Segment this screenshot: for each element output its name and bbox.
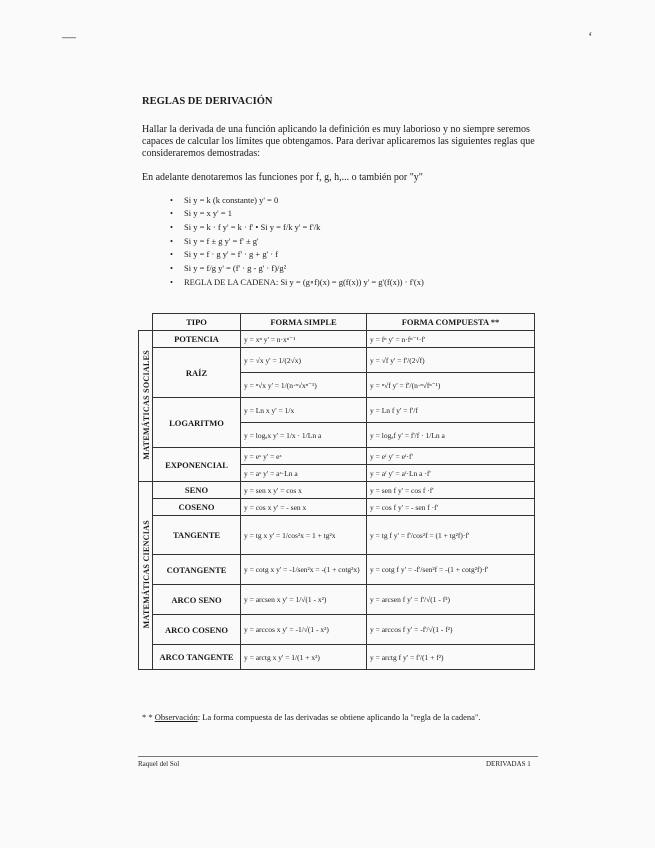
composite-form: y = ⁿ√f y' = f'/(n·ⁿ√fⁿ⁻¹)	[367, 373, 535, 398]
footer-page: DERIVADAS 1	[486, 760, 531, 768]
page-title: REGLAS DE DERIVACIÓN	[142, 96, 273, 107]
table-row	[139, 555, 535, 585]
simple-form: y = sen x y' = cos x	[241, 482, 367, 499]
rule-item: • REGLA DE LA CADENA: Si y = (g∘f)(x) = g(f(x)) y' = g'(f(x)) · f'(x)	[170, 276, 550, 289]
rule-item: • Si y = k (k constante) y' = 0	[170, 194, 550, 207]
rule-item: • Si y = x y' = 1	[170, 207, 550, 220]
rule-item: • Si y = k · f y' = k · f' • Si y = f/k y' = f'/k	[170, 219, 550, 235]
row-type: COTANGENTE	[153, 555, 241, 585]
simple-form: y = cotg x y' = -1/sen²x = -(1 + cotg²x)	[241, 555, 367, 585]
simple-form: y = logₐx y' = 1/x · 1/Ln a	[241, 423, 367, 448]
row-type: POTENCIA	[153, 331, 241, 348]
header-forma-simple: FORMA SIMPLE	[241, 314, 367, 331]
row-type: LOGARITMO	[153, 398, 241, 448]
table-row	[139, 645, 535, 670]
notation-paragraph: En adelante denotaremos las funciones por f, g, h,... o también por "y"	[142, 172, 423, 183]
footer-divider	[138, 756, 538, 757]
simple-form: y = tg x y' = 1/cos²x = 1 + tg²x	[241, 516, 367, 555]
table-row	[139, 482, 535, 499]
table-corner	[139, 314, 153, 331]
composite-form: y = fⁿ y' = n·fⁿ⁻¹·f'	[367, 331, 535, 348]
rules-list	[170, 194, 550, 289]
composite-form: y = sen f y' = cos f ·f'	[367, 482, 535, 499]
simple-form: y = arctg x y' = 1/(1 + x²)	[241, 645, 367, 670]
scan-mark-right: ‘	[588, 30, 593, 45]
rule-item: • Si y = f/g y' = (f' · g - g' · f)/g²	[170, 260, 550, 276]
header-forma-compuesta: FORMA COMPUESTA **	[367, 314, 535, 331]
rule-item: • Si y = f · g y' = f' · g + g' · f	[170, 248, 550, 261]
simple-form: y = √x y' = 1/(2√x)	[241, 348, 367, 373]
table-row	[139, 615, 535, 645]
table-row	[139, 331, 535, 348]
group-text: MATEMÁTICAS CIENCIAS	[142, 520, 151, 629]
footnote-text: : La forma compuesta de las derivadas se obtiene aplicando la "regla de la cadena".	[197, 712, 481, 722]
row-type: COSENO	[153, 499, 241, 516]
composite-form: y = tg f y' = f'/cos²f = (1 + tg²f)·f'	[367, 516, 535, 555]
composite-form: y = cos f y' = - sen f ·f'	[367, 499, 535, 516]
row-type: SENO	[153, 482, 241, 499]
footnote-label: Observación	[154, 712, 198, 722]
scan-mark-left: —	[62, 30, 76, 45]
table-row	[139, 516, 535, 555]
simple-form: y = arcsen x y' = 1/√(1 - x²)	[241, 585, 367, 615]
group-label-sociales	[139, 331, 153, 482]
header-tipo: TIPO	[153, 314, 241, 331]
composite-form: y = aᶠ y' = aᶠ·Ln a ·f'	[367, 465, 535, 482]
table-row	[139, 448, 535, 465]
footer-author: Raquel del Sol	[138, 760, 180, 768]
composite-form: y = logₐf y' = f'/f · 1/Ln a	[367, 423, 535, 448]
row-type: ARCO SENO	[153, 585, 241, 615]
simple-form: y = eˣ y' = eˣ	[241, 448, 367, 465]
row-type: ARCO COSENO	[153, 615, 241, 645]
intro-paragraph: Hallar la derivada de una función aplicando la definición es muy laborioso y no siempre seremos capaces de calcular los límites que obtengamos. Para derivar aplicaremos las siguientes reglas que consideraremos demostradas:	[142, 124, 535, 159]
composite-form: y = cotg f y' = -f'/sen²f = -(1 + cotg²f)·f'	[367, 555, 535, 585]
row-type: EXPONENCIAL	[153, 448, 241, 482]
composite-form: y = √f y' = f'/(2√f)	[367, 348, 535, 373]
simple-form: y = cos x y' = - sen x	[241, 499, 367, 516]
simple-form: y = ⁿ√x y' = 1/(n·ⁿ√xⁿ⁻¹)	[241, 373, 367, 398]
composite-form: y = arctg f y' = f'/(1 + f²)	[367, 645, 535, 670]
rule-item: • Si y = f ± g y' = f' ± g'	[170, 235, 550, 248]
simple-form: y = xⁿ y' = n·xⁿ⁻¹	[241, 331, 367, 348]
row-type: TANGENTE	[153, 516, 241, 555]
table-row	[139, 348, 535, 373]
simple-form: y = arccos x y' = -1/√(1 - x²)	[241, 615, 367, 645]
table-row	[139, 499, 535, 516]
composite-form: y = eᶠ y' = eᶠ·f'	[367, 448, 535, 465]
composite-form: y = arcsen f y' = f'/√(1 - f²)	[367, 585, 535, 615]
footnote	[142, 712, 542, 722]
group-text: MATEMÁTICAS SOCIALES	[142, 350, 151, 460]
composite-form: y = Ln f y' = f'/f	[367, 398, 535, 423]
row-type: RAÍZ	[153, 348, 241, 398]
derivatives-table	[138, 313, 535, 670]
composite-form: y = arccos f y' = -f'/√(1 - f²)	[367, 615, 535, 645]
table-row	[139, 585, 535, 615]
simple-form: y = aˣ y' = aˣ·Ln a	[241, 465, 367, 482]
footnote-stars: * *	[142, 712, 153, 722]
table-row	[139, 398, 535, 423]
group-label-ciencias	[139, 482, 153, 670]
simple-form: y = Ln x y' = 1/x	[241, 398, 367, 423]
row-type: ARCO TANGENTE	[153, 645, 241, 670]
